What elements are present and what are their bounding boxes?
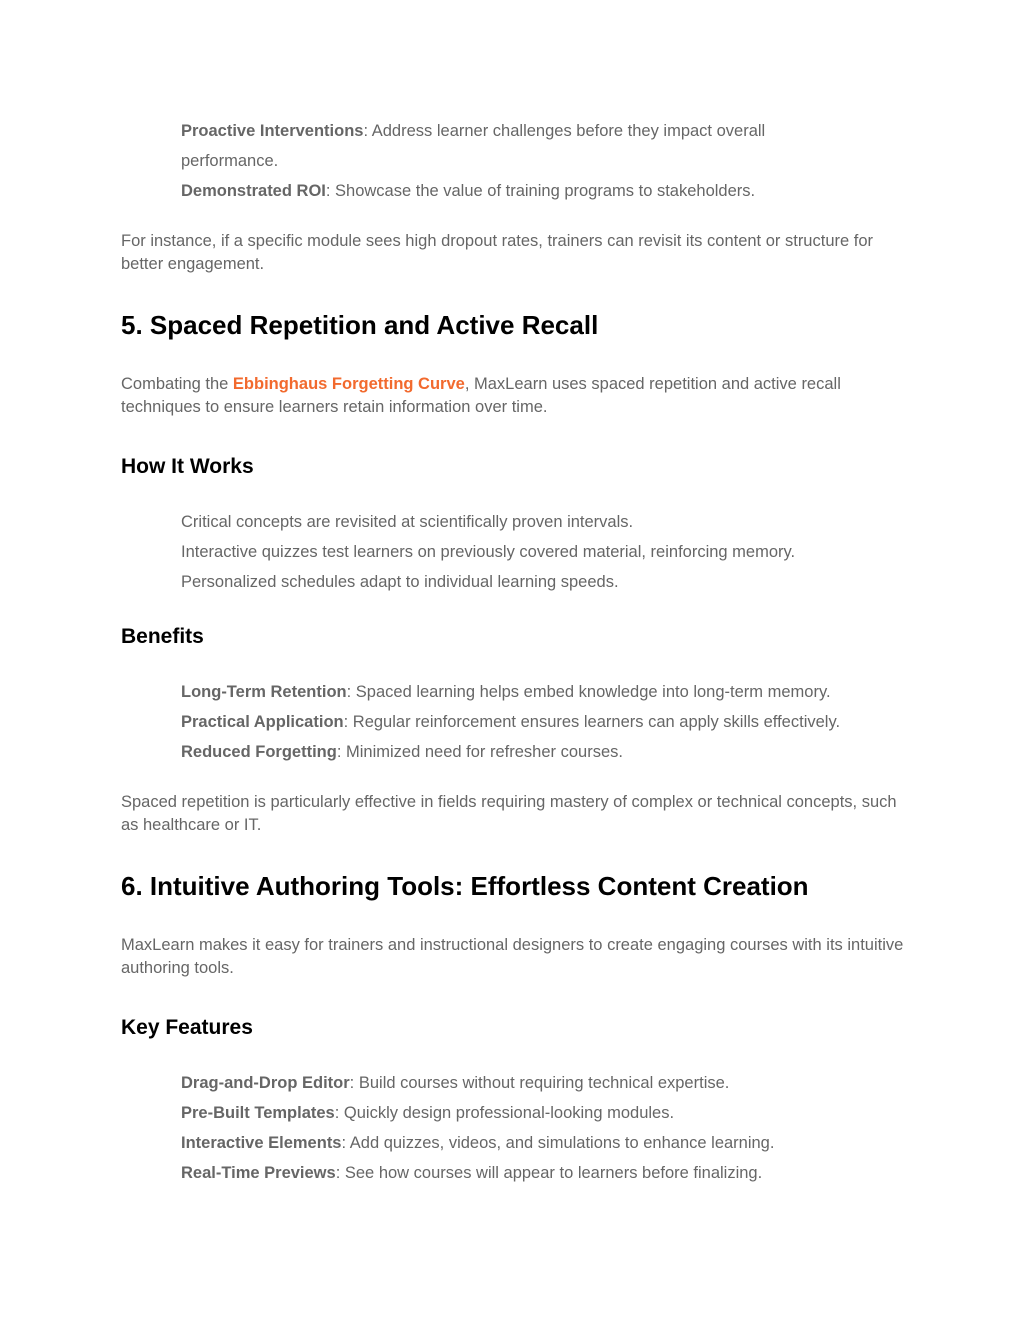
list-item: Interactive quizzes test learners on previously covered material, reinforcing memory. (181, 543, 796, 561)
bullet-term: Interactive Elements (181, 1134, 342, 1152)
list-item (181, 737, 881, 767)
bullet-term: Demonstrated ROI (181, 182, 326, 200)
bullet-demonstrated-roi (181, 176, 881, 206)
paragraph-suffix: , MaxLearn uses spaced repetition and active recall techniques to ensure learners retain information over time. (121, 375, 841, 416)
list-item: Critical concepts are revisited at scientifically proven intervals. (181, 513, 634, 531)
bullet-text: : Regular reinforcement ensures learners can apply skills effectively. (343, 713, 841, 731)
key-features-heading: Key Features (121, 1016, 253, 1039)
bullet-continuation (181, 146, 881, 176)
bullet-text: : Showcase the value of training programs to stakeholders. (325, 182, 756, 200)
bullet-term: Reduced Forgetting (181, 743, 337, 761)
bullet-text: : Minimized need for refresher courses. (336, 743, 623, 761)
bullet-term: Real-Time Previews (181, 1164, 336, 1182)
ebbinghaus-link[interactable]: Ebbinghaus Forgetting Curve (232, 375, 465, 393)
how-it-works-heading: How It Works (121, 455, 254, 478)
list-item (181, 1128, 881, 1158)
section-5-closing: Spaced repetition is particularly effective in fields requiring mastery of complex or technical concepts, such as healthcare or IT. (121, 793, 897, 834)
paragraph-prefix: Combating the (121, 375, 233, 393)
bullet-term: Pre-Built Templates (181, 1104, 335, 1122)
bullet-text: : Build courses without requiring technical expertise. (349, 1074, 730, 1092)
bullet-text: : Quickly design professional-looking modules. (334, 1104, 675, 1122)
bullet-text: : Spaced learning helps embed knowledge into long-term memory. (346, 683, 831, 701)
bullet-term: Practical Application (181, 713, 344, 731)
list-item (181, 1158, 881, 1188)
list-item (181, 677, 881, 707)
benefits-heading: Benefits (121, 625, 204, 648)
section-6-paragraph: MaxLearn makes it easy for trainers and instructional designers to create engaging courses with its intuitive authoring tools. (121, 936, 904, 977)
bullet-term: Drag-and-Drop Editor (181, 1074, 350, 1092)
bullet-text: : Add quizzes, videos, and simulations to enhance learning. (341, 1134, 775, 1152)
bullet-term: Proactive Interventions (181, 122, 364, 140)
list-item (181, 1098, 881, 1128)
list-item (181, 1068, 881, 1098)
bullet-text: : Address learner challenges before they impact overall (363, 122, 766, 140)
section-5-paragraph (121, 373, 911, 419)
bullet-text: performance. (181, 152, 279, 170)
bullet-proactive-interventions (181, 116, 881, 146)
section-6-title: 6. Intuitive Authoring Tools: Effortless Content Creation (121, 871, 809, 901)
bullet-text: : See how courses will appear to learners before finalizing. (335, 1164, 763, 1182)
bullet-term: Long-Term Retention (181, 683, 347, 701)
intro-paragraph: For instance, if a specific module sees high dropout rates, trainers can revisit its content or structure for better engagement. (121, 232, 874, 273)
list-item (181, 707, 881, 737)
section-5-title: 5. Spaced Repetition and Active Recall (121, 310, 599, 340)
list-item: Personalized schedules adapt to individual learning speeds. (181, 573, 619, 591)
